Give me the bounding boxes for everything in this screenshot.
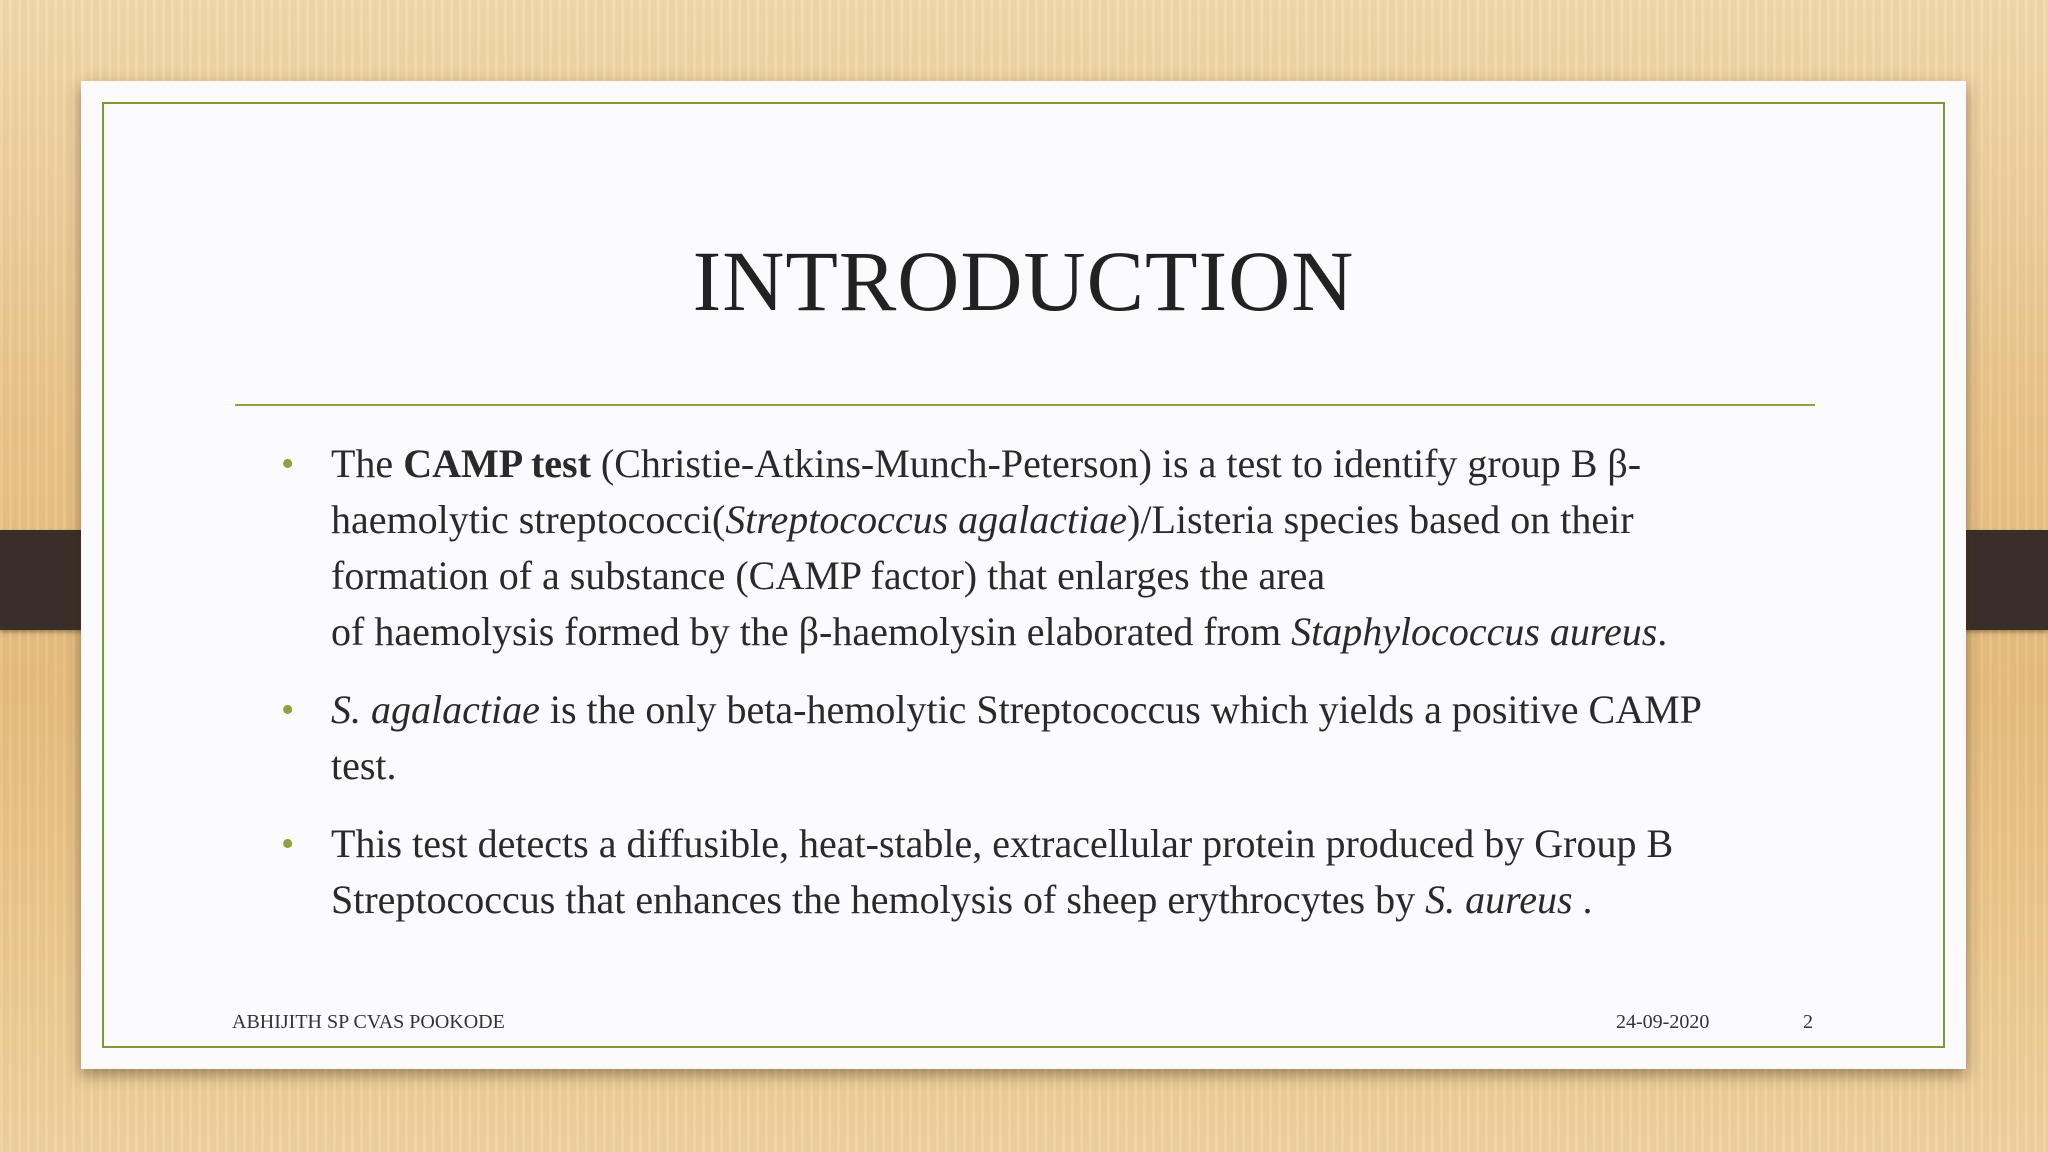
- footer-author: ABHIJITH SP CVAS POOKODE: [232, 1011, 505, 1033]
- page-number: 2: [1803, 1011, 1813, 1033]
- bullet-dot-icon: •: [281, 823, 295, 865]
- species-name: S. aureus: [1425, 877, 1573, 922]
- slide: [81, 81, 1966, 1069]
- bullet-dot-icon: •: [281, 443, 295, 485]
- bullet-item-camp-test: [281, 436, 1881, 660]
- bullet-line: formation of a substance (CAMP factor) that enlarges the area: [331, 553, 1326, 598]
- bullet-line: of haemolysis formed by the β-haemolysin elaborated from Staphylococcus aureus.: [331, 609, 1668, 654]
- bullet-list: [281, 436, 1881, 950]
- bullet-line: S. agalactiae is the only beta-hemolytic Streptococcus which yields a positive CAMP: [331, 687, 1702, 732]
- bullet-item-agalactiae: [281, 682, 1881, 794]
- bullet-line: haemolytic streptococci(Streptococcus agalactiae)/Listeria species based on their: [331, 497, 1634, 542]
- footer-date: 24-09-2020: [1616, 1011, 1710, 1033]
- bullet-dot-icon: •: [281, 689, 295, 731]
- bullet-line: This test detects a diffusible, heat-stable, extracellular protein produced by Group B: [331, 821, 1674, 866]
- bullet-line: Streptococcus that enhances the hemolysis of sheep erythrocytes by S. aureus .: [331, 877, 1593, 922]
- bullet-line: The CAMP test (Christie-Atkins-Munch-Peterson) is a test to identify group B β-: [331, 441, 1642, 486]
- species-name: Staphylococcus aureus: [1291, 609, 1658, 654]
- title-divider: [235, 404, 1815, 406]
- species-name: Streptococcus agalactiae: [725, 497, 1128, 542]
- bullet-line: test.: [331, 743, 397, 788]
- slide-title: INTRODUCTION: [692, 233, 1355, 329]
- species-name: S. agalactiae: [331, 687, 540, 732]
- bullet-item-detection: [281, 816, 1881, 928]
- bold-term: CAMP test: [403, 441, 591, 486]
